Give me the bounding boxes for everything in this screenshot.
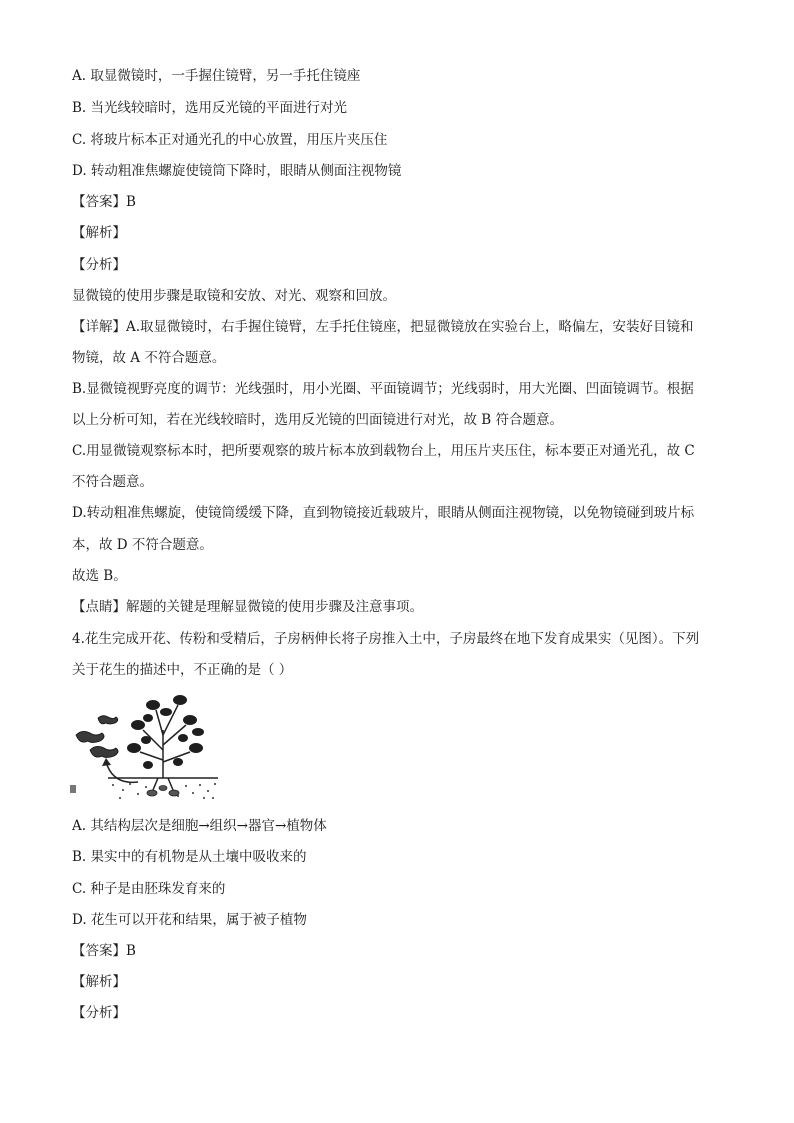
q3-detail-c-line1: C.用显微镜观察标本时，把所要观察的玻片标本放到载物台上，用压片夹压住，标本要正对通光孔，故 C <box>72 443 695 459</box>
q3-detail-a-line2: 物镜，故 A 不符合题意。 <box>72 350 226 366</box>
q4-option-c: C. 种子是由胚珠发育来的 <box>72 881 226 897</box>
q4-answer: 【答案】B <box>72 943 136 959</box>
q3-detail-b-line2: 以上分析可知，若在光线较暗时，选用反光镜的凹面镜进行对光，故 B 符合题意。 <box>72 412 564 428</box>
q3-dianjing: 【点睛】解题的关键是理解显微镜的使用步骤及注意事项。 <box>72 599 423 615</box>
q3-answer: 【答案】B <box>72 194 136 210</box>
q3-option-b: B. 当光线较暗时，选用反光镜的平面进行对光 <box>72 100 348 116</box>
q4-stem-line1: 4.花生完成开花、传粉和受精后，子房柄伸长将子房推入土中，子房最终在地下发育成果实（见图）。下列 <box>72 631 700 647</box>
q3-option-a: A. 取显微镜时，一手握住镜臂，另一手托住镜座 <box>72 68 361 84</box>
q3-option-d: D. 转动粗准焦螺旋使镜筒下降时，眼睛从侧面注视物镜 <box>72 163 402 179</box>
q3-detail-d-line2: 本，故 D 不符合题意。 <box>72 537 213 553</box>
q4-analysis-label: 【解析】 <box>72 974 126 990</box>
q3-analysis-label: 【解析】 <box>72 225 126 241</box>
q4-option-d: D. 花生可以开花和结果，属于被子植物 <box>72 912 307 928</box>
q3-detail-b-line1: B.显微镜视野亮度的调节：光线强时，用小光圈、平面镜调节；光线弱时，用大光圈、凹面镜调节。根据 <box>72 381 694 397</box>
q3-detail-c-line2: 不符合题意。 <box>72 474 153 490</box>
q3-fenxi-label: 【分析】 <box>72 257 126 273</box>
q3-detail-d-line1: D.转动粗准焦螺旋，使镜筒缓缓下降，直到物镜接近载玻片，眼睛从侧面注视物镜，以免物镜碰到玻片标 <box>72 505 695 521</box>
q3-detail-a-line1: 【详解】A.取显微镜时，右手握住镜臂，左手托住镜座，把显微镜放在实验台上，略偏左，安装好目镜和 <box>72 319 694 335</box>
q4-option-a: A. 其结构层次是细胞→组织→器官→植物体 <box>72 818 327 834</box>
q4-option-b: B. 果实中的有机物是从土壤中吸收来的 <box>72 849 307 865</box>
q4-fenxi-label: 【分析】 <box>72 1005 126 1021</box>
q3-fenxi-text: 显微镜的使用步骤是取镜和安放、对光、观察和回放。 <box>72 288 396 304</box>
q3-conclusion: 故选 B。 <box>72 568 127 584</box>
q4-stem-line2: 关于花生的描述中，不正确的是（ ） <box>72 662 293 678</box>
peanut-plant-icon <box>68 690 228 805</box>
q3-option-c: C. 将玻片标本正对通光孔的中心放置，用压片夹压住 <box>72 132 388 148</box>
